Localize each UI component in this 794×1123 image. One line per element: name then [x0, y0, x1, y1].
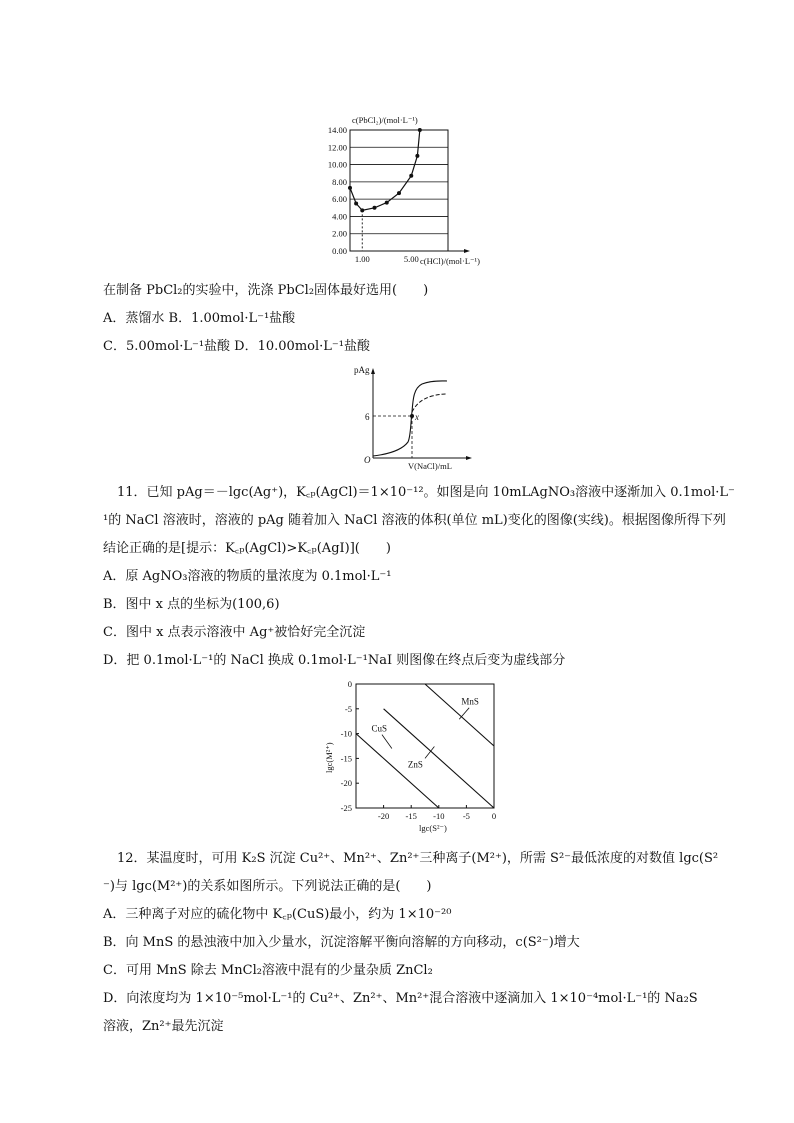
fig2-solid-curve [373, 381, 447, 456]
fig1-plot-frame [350, 130, 448, 251]
fig3-xtick-label: -20 [377, 811, 390, 821]
q10-option-cd: C．5.00mol·L⁻¹盐酸 D．10.00mol·L⁻¹盐酸 [103, 339, 370, 354]
fig2-ylabel: pAg [354, 365, 370, 375]
fig2-point-x [410, 414, 414, 418]
fig1-axes [350, 130, 470, 253]
q12-option-d-2: 溶液，Zn²⁺最先沉淀 [103, 1019, 224, 1034]
fig2-y-mark: 6 [365, 412, 370, 422]
fig1-ytick-label: 2.00 [332, 228, 347, 239]
fig3-xtick-label: -5 [462, 811, 470, 821]
figure-pbcl2-solubility [300, 112, 510, 272]
fig1-data-point [418, 128, 422, 132]
fig2-dashed-curve [412, 394, 447, 412]
q11-option-a: A．原 AgNO₃溶液的物质的量浓度为 0.1mol·L⁻¹ [103, 569, 392, 584]
q12-line2: ⁻)与 lgc(M²⁺)的关系如图所示。下列说法正确的是( ) [103, 879, 432, 894]
fig3-ytick-label: -5 [344, 703, 352, 714]
fig1-ytick-label: 4.00 [332, 211, 347, 222]
q10-stem: 在制备 PbCl₂的实验中，洗涤 PbCl₂固体最好选用( ) [103, 283, 429, 298]
fig3-label-mns: MnS [461, 696, 479, 707]
fig1-ytick-label: 10.00 [327, 159, 347, 170]
fig1-ytick-label: 0.00 [332, 246, 347, 256]
fig1-data-point [373, 206, 377, 210]
fig3-ytick-label: -25 [340, 803, 352, 813]
q12-line1: 12．某温度时，可用 K₂S 沉淀 Cu²⁺、Mn²⁺、Zn²⁺三种离子(M²⁺)，所需 S²⁻最低浓度的对数值 lgc(S² [117, 851, 719, 866]
fig3-xlabel: lgc(S²⁻) [419, 823, 447, 833]
q12-option-b: B．向 MnS 的悬浊液中加入少量水，沉淀溶解平衡向溶解的方向移动，c(S²⁻)增大 [103, 935, 580, 950]
q11-line2: ¹的 NaCl 溶液时，溶液的 pAg 随着加入 NaCl 溶液的体积(单位 mL)变化的图像(实线)。根据图像所得下列 [103, 513, 726, 528]
fig3-leader-mns [459, 708, 469, 719]
q11-option-c: C．图中 x 点表示溶液中 Ag⁺被恰好完全沉淀 [103, 625, 366, 640]
fig1-ytick-label: 6.00 [332, 194, 347, 205]
fig1-x-arrow [464, 249, 470, 253]
figure-sulfide-ksp [318, 676, 508, 836]
fig1-data-point [415, 154, 419, 158]
q10-option-ab: A．蒸馏水 B．1.00mol·L⁻¹盐酸 [103, 311, 296, 326]
q12-option-d-1: D．向浓度均为 1×10⁻⁵mol·L⁻¹的 Cu²⁺、Zn²⁺、Mn²⁺混合溶液中逐滴加入 1×10⁻⁴mol·L⁻¹的 Na₂S [103, 991, 698, 1006]
fig3-line-cus [356, 734, 439, 808]
fig1-ytick-label: 12.00 [327, 142, 347, 153]
fig3-leader-cus [382, 735, 392, 749]
fig3-ylabel: lgc(M²⁺) [324, 742, 334, 773]
fig2-x-arrow [466, 456, 472, 460]
fig3-xtick-label: -15 [405, 811, 417, 821]
fig1-ylabel: c(PbCl₂)/(mol·L⁻¹) [352, 115, 418, 125]
fig1-ytick-label: 14.00 [327, 125, 347, 135]
fig1-data-point [360, 208, 364, 212]
fig3-label-zns: ZnS [407, 759, 423, 770]
fig1-data-point [354, 201, 358, 205]
fig1-data-point [348, 186, 352, 190]
fig3-ytick-label: -10 [340, 728, 352, 739]
fig3-ytick-label: -15 [340, 753, 352, 764]
fig3-xtick-label: -10 [433, 811, 445, 821]
fig2-xlabel: V(NaCl)/mL [408, 461, 452, 471]
fig1-solubility-curve [350, 130, 420, 210]
q11-line3: 结论正确的是[提示：K꜀ₚ(AgCl)>K꜀ₚ(AgI)]( ) [103, 541, 391, 556]
fig1-data-point [397, 191, 401, 195]
fig1-xtick-label: 1.00 [354, 254, 370, 264]
fig2-point-label: x [415, 412, 419, 422]
q12-option-a: A．三种离子对应的硫化物中 K꜀ₚ(CuS)最小，约为 1×10⁻²⁰ [103, 907, 452, 922]
fig1-data-point [385, 201, 389, 205]
q11-option-b: B．图中 x 点的坐标为(100,6) [103, 597, 280, 612]
q11-option-d: D．把 0.1mol·L⁻¹的 NaCl 换成 0.1mol·L⁻¹NaI 则图像在终点后变为虚线部分 [103, 653, 566, 668]
q11-line1: 11．已知 pAg＝－lgc(Ag⁺)，K꜀ₚ(AgCl)＝1×10⁻¹²。如图是向 10mLAgNO₃溶液中逐渐加入 0.1mol·L⁻ [117, 485, 735, 500]
fig3-ytick-label: 0 [347, 679, 352, 689]
fig1-xtick-label: 5.00 [403, 254, 419, 264]
fig3-xtick-label: 0 [491, 811, 497, 821]
fig3-line-zns [384, 709, 494, 808]
figure-pag-titration [350, 362, 480, 474]
fig1-xlabel: c(HCl)/(mol·L⁻¹) [420, 256, 480, 266]
fig1-ytick-label: 8.00 [332, 176, 347, 187]
q12-option-c: C．可用 MnS 除去 MnCl₂溶液中混有的少量杂质 ZnCl₂ [103, 963, 433, 978]
fig2-y-arrow [371, 368, 375, 374]
fig2-origin: O [364, 455, 371, 465]
fig1-data-point [409, 174, 413, 178]
fig3-ytick-label: -20 [340, 778, 352, 789]
fig3-line-mns [425, 684, 494, 746]
fig3-label-cus: CuS [371, 723, 387, 734]
